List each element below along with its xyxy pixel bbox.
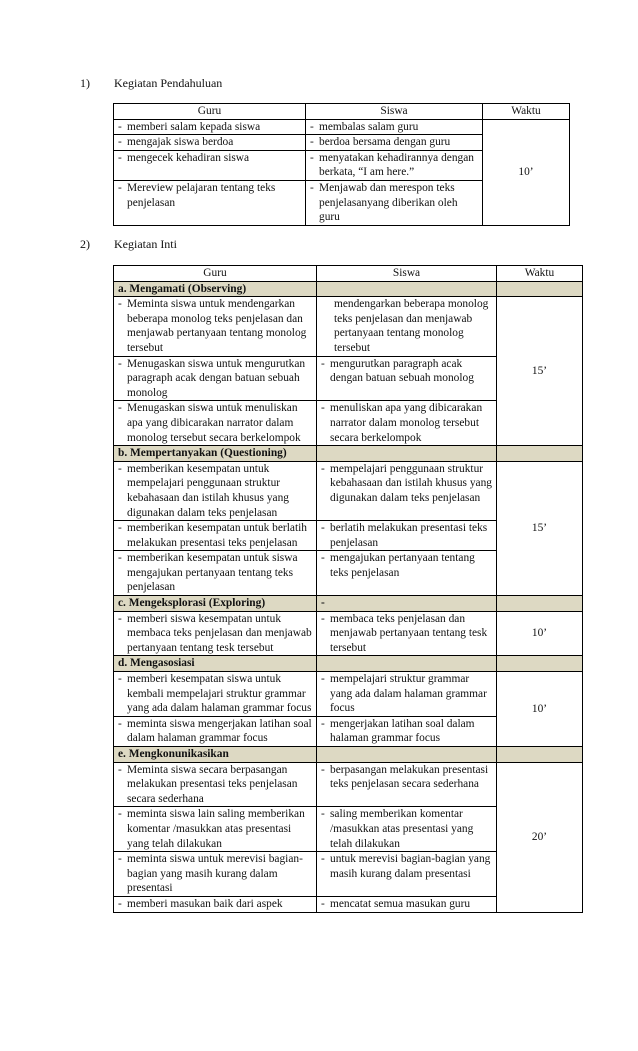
list-item [321, 672, 492, 716]
list-item [321, 897, 492, 912]
list-item [118, 551, 312, 595]
guru-cell [114, 896, 317, 912]
table-row [114, 461, 583, 520]
dash-marker: - [118, 462, 122, 475]
dash-marker: - [321, 462, 325, 475]
list-item [321, 852, 492, 881]
guru-cell [114, 297, 317, 356]
section-label: d. Mengasosiasi [114, 656, 317, 672]
guru-cell-text: memberi siswa kesempatan untuk membaca teks penjelasan dan menjawab pertanyaan tentang tesk tersebut [127, 612, 312, 654]
siswa-cell [317, 611, 497, 656]
siswa-cell [317, 716, 497, 746]
guru-cell-text: mengajak siswa berdoa [127, 136, 234, 149]
siswa-cell [306, 119, 483, 135]
list-item [118, 181, 301, 210]
siswa-cell-text: mempelajari penggunaan struktur kebahasaan dan istilah khusus yang digunakan dalam teks penjelasan [330, 462, 492, 504]
table-row [114, 762, 583, 807]
dash-marker: - [118, 717, 122, 730]
dash-marker: - [321, 612, 325, 625]
siswa-cell [317, 461, 497, 520]
guru-cell-text: memberikan kesempatan untuk siswa mengajukan pertanyaan tentang teks penjelasan [127, 552, 298, 594]
guru-cell-text: meminta siswa lain saling memberikan komentar /masukkan atas presentasi yang telah dilakukan [127, 808, 305, 850]
list-item [118, 852, 312, 896]
section-waktu-blank [497, 446, 583, 462]
siswa-cell [306, 150, 483, 180]
guru-cell [114, 180, 306, 225]
dash-marker: - [321, 522, 325, 535]
table-row [114, 297, 583, 356]
guru-cell-text: Menugaskan siswa untuk mengurutkan paragraph acak dengan batuan sebuah monolog [127, 357, 306, 399]
section-siswa-label [317, 446, 497, 462]
siswa-cell [317, 521, 497, 551]
guru-cell-text: memberikan kesempatan untuk mempelajari penggunaan struktur kebahasaan dan istilah khusus yang digunakan dalam teks penjelasan [127, 462, 289, 519]
siswa-cell [317, 896, 497, 912]
section-waktu-blank [497, 747, 583, 763]
section-label: a. Mengamati (Observing) [114, 281, 317, 297]
guru-cell [114, 551, 317, 596]
section-2-heading [80, 237, 177, 251]
section-label: e. Mengkonunikasikan [114, 747, 317, 763]
siswa-cell-text: mempelajari struktur grammar yang ada dalam halaman grammar focus [330, 673, 487, 715]
list-item [118, 297, 312, 355]
dash-marker: - [321, 897, 325, 910]
section-1-title: Kegiatan Pendahuluan [114, 76, 223, 90]
siswa-cell [317, 401, 497, 446]
dash-marker: - [118, 853, 122, 866]
dash-marker: - [118, 151, 122, 164]
section-row [114, 656, 583, 672]
siswa-cell [317, 672, 497, 717]
siswa-cell [306, 135, 483, 151]
list-item [310, 135, 478, 150]
header-guru: Guru [114, 266, 317, 282]
siswa-cell [317, 551, 497, 596]
siswa-cell-text: mengerjakan latihan soal dalam halaman grammar focus [330, 717, 475, 745]
list-item [310, 151, 478, 180]
header-siswa: Siswa [317, 266, 497, 282]
section-siswa-label [317, 281, 497, 297]
header-siswa: Siswa [306, 104, 483, 120]
section-label: b. Mempertanyakan (Questioning) [114, 446, 317, 462]
guru-cell [114, 852, 317, 897]
list-item [118, 897, 312, 912]
dash-marker: - [310, 120, 314, 133]
list-item [118, 521, 312, 550]
siswa-cell-text: berlatih melakukan presentasi teks penjelasan [330, 522, 488, 549]
siswa-cell-text: membaca teks penjelasan dan menjawab pertanyaan tentang tesk tersebut [330, 612, 488, 654]
guru-cell-text: memberi kesempatan siswa untuk kembali mempelajari struktur grammar yang ada dalam halaman grammar focus [127, 673, 312, 715]
section-1-heading [80, 76, 222, 90]
list-item [321, 807, 492, 851]
siswa-cell-text: menyatakan kehadirannya dengan berkata, “I am here.” [319, 151, 474, 179]
section-2-number: 2) [80, 237, 90, 251]
siswa-cell-text: mengajukan pertanyaan tentang teks penjelasan [330, 552, 475, 579]
guru-cell-text: memberikan kesempatan untuk berlatih melakukan presentasi teks penjelasan [127, 522, 307, 549]
list-item [118, 151, 301, 166]
guru-cell-text: Meminta siswa untuk mendengarkan beberapa monolog teks penjelasan dan menjawab pertanyaan tentang monolog tersebut [127, 298, 307, 354]
section-siswa-label: - [317, 596, 497, 612]
siswa-cell-text: berpasangan melakukan presentasi teks penjelasan secara sederhana [330, 763, 489, 791]
waktu-cell: 10’ [497, 672, 583, 747]
guru-cell-text: Mereview pelajaran tentang teks penjelasan [127, 181, 276, 209]
dash-marker: - [118, 673, 122, 686]
siswa-cell-text: mendengarkan beberapa monolog teks penjelasan dan menjawab pertanyaan tentang monolog tersebut [334, 298, 489, 354]
waktu-cell: 10’ [483, 119, 570, 225]
siswa-cell [317, 852, 497, 897]
guru-cell-text: meminta siswa mengerjakan latihan soal dalam halaman grammar focus [127, 717, 312, 745]
waktu-cell: 20’ [497, 762, 583, 912]
guru-cell [114, 401, 317, 446]
siswa-cell [317, 807, 497, 852]
dash-marker: - [321, 808, 325, 821]
guru-cell-text: Menugaskan siswa untuk menuliskan apa yang dibicarakan narrator dalam monolog tersebut secara berkelompok [127, 402, 301, 444]
section-row [114, 446, 583, 462]
guru-cell-text: Meminta siswa secara berpasangan melakukan presentasi teks penjelasan secara sederhana [127, 763, 298, 805]
list-item [321, 717, 492, 746]
dash-marker: - [321, 717, 325, 730]
guru-cell [114, 150, 306, 180]
list-item [310, 181, 478, 225]
guru-cell-text: memberi salam kepada siswa [127, 120, 261, 133]
list-item [118, 357, 312, 401]
dash-marker: - [118, 552, 122, 565]
list-item [321, 612, 492, 656]
siswa-cell-text: Menjawab dan merespon teks penjelasanyang diberikan oleh guru [319, 181, 458, 224]
siswa-cell [317, 297, 497, 356]
table-header-row [114, 104, 570, 120]
table-header-row [114, 266, 583, 282]
dash-marker: - [321, 853, 325, 866]
inti-table [113, 265, 583, 913]
guru-cell-text: mengecek kehadiran siswa [127, 151, 250, 164]
guru-cell [114, 611, 317, 656]
dash-marker: - [321, 357, 325, 370]
dash-marker: - [118, 402, 122, 415]
list-item [321, 521, 492, 550]
guru-cell [114, 135, 306, 151]
dash-marker: - [321, 402, 325, 415]
dash-marker: - [310, 136, 314, 149]
section-2-title: Kegiatan Inti [114, 237, 177, 251]
list-item [118, 120, 301, 135]
section-siswa-label [317, 656, 497, 672]
dash-marker: - [118, 522, 122, 535]
section-waktu-blank [497, 656, 583, 672]
dash-marker: - [118, 120, 122, 133]
section-row [114, 596, 583, 612]
table-row [114, 672, 583, 717]
header-guru: Guru [114, 104, 306, 120]
list-item [118, 717, 312, 746]
dash-marker: - [310, 151, 314, 164]
guru-cell [114, 762, 317, 807]
header-waktu: Waktu [483, 104, 570, 120]
siswa-cell [317, 356, 497, 401]
header-waktu: Waktu [497, 266, 583, 282]
siswa-cell [317, 762, 497, 807]
list-item [118, 135, 301, 150]
dash-marker: - [118, 808, 122, 821]
list-item [118, 807, 312, 851]
list-item [321, 462, 492, 506]
siswa-cell-text: mengurutkan paragraph acak dengan batuan sebuah monolog [330, 357, 474, 385]
siswa-cell-text: mencatat semua masukan guru [330, 897, 471, 910]
dash-marker: - [118, 763, 122, 776]
dash-marker: - [118, 136, 122, 149]
dash-marker: - [118, 357, 122, 370]
list-item [118, 462, 312, 520]
siswa-cell-text: saling memberikan komentar /masukkan atas presentasi yang telah dilakukan [330, 808, 474, 850]
dash-marker: - [118, 612, 122, 625]
dash-marker: - [321, 673, 325, 686]
section-siswa-label [317, 747, 497, 763]
section-row [114, 747, 583, 763]
siswa-cell-text: untuk merevisi bagian-bagian yang masih kurang dalam presentasi [330, 853, 491, 880]
guru-cell [114, 672, 317, 717]
waktu-cell: 15’ [497, 297, 583, 446]
list-item [118, 763, 312, 807]
list-item [321, 551, 492, 580]
siswa-cell-text: membalas salam guru [319, 120, 419, 133]
section-waktu-blank [497, 596, 583, 612]
siswa-cell-text: menuliskan apa yang dibicarakan narrator dalam monolog tersebut secara berkelompok [330, 402, 483, 444]
table-row [114, 119, 570, 135]
section-1-number: 1) [80, 76, 90, 90]
guru-cell [114, 521, 317, 551]
dash-marker: - [310, 181, 314, 194]
table-row [114, 611, 583, 656]
list-item [118, 672, 312, 716]
dash-marker: - [118, 181, 122, 194]
guru-cell-text: meminta siswa untuk merevisi bagian-bagian yang masih kurang dalam presentasi [127, 853, 303, 895]
guru-cell-text: memberi masukan baik dari aspek [127, 897, 283, 910]
dash-marker: - [118, 298, 122, 311]
pendahuluan-table [113, 103, 570, 226]
dash-marker: - [321, 552, 325, 565]
list-item [321, 401, 492, 445]
guru-cell [114, 119, 306, 135]
section-label: c. Mengeksplorasi (Exploring) [114, 596, 317, 612]
list-item [321, 357, 492, 386]
guru-cell [114, 461, 317, 520]
waktu-cell: 15’ [497, 461, 583, 595]
list-item [118, 401, 312, 445]
list-item [321, 763, 492, 792]
guru-cell [114, 356, 317, 401]
siswa-cell [306, 180, 483, 225]
dash-marker: - [321, 763, 325, 776]
list-item [118, 612, 312, 656]
guru-cell [114, 716, 317, 746]
section-waktu-blank [497, 281, 583, 297]
section-row [114, 281, 583, 297]
list-item [310, 120, 478, 135]
dash-marker: - [118, 897, 122, 910]
guru-cell [114, 807, 317, 852]
siswa-cell-text: berdoa bersama dengan guru [319, 136, 451, 149]
waktu-cell: 10’ [497, 611, 583, 656]
